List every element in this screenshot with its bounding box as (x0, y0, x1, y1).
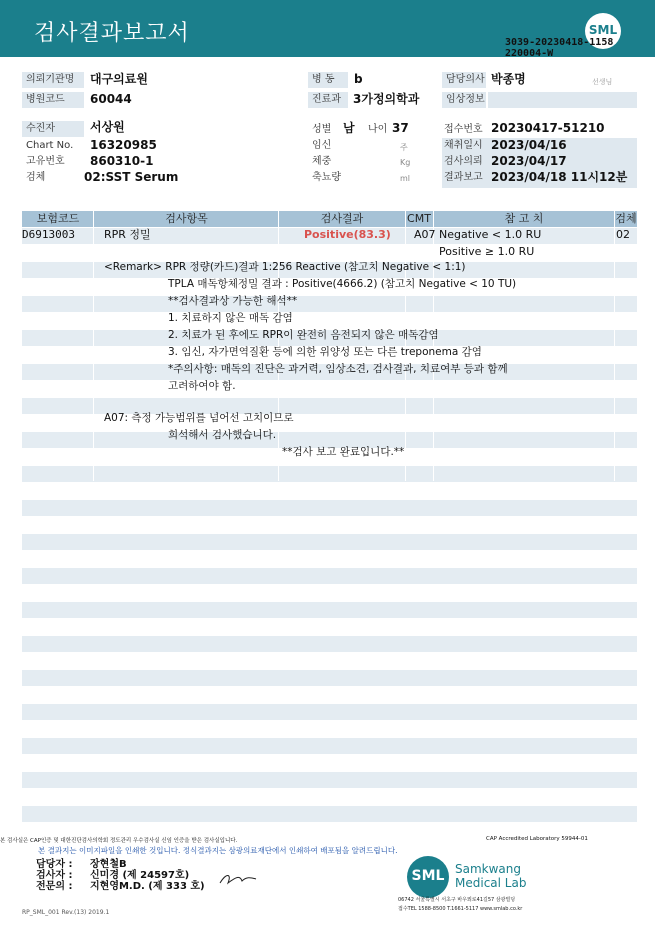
request-label: 검사의뢰 (444, 156, 483, 167)
remark-line: **검사 보고 완료입니다.** (282, 446, 405, 458)
sml-logo: SML (585, 13, 621, 49)
age-label: 나이 (368, 124, 388, 135)
remark-line: 1. 치료하지 않은 매독 감염 (168, 312, 293, 324)
table-row-band (22, 466, 637, 482)
weight-unit: Kg (400, 158, 411, 167)
reference-negative: Negative < 1.0 RU (439, 228, 542, 241)
sex-label: 성별 (312, 124, 332, 135)
doctor-value: 박종명 (491, 72, 526, 86)
hospital-value: 대구의료원 (90, 72, 148, 86)
request-value: 2023/04/17 (491, 154, 567, 168)
dept-label: 진료과 (308, 92, 348, 108)
manager-value: 장현철B (90, 859, 127, 870)
table-row-band (22, 738, 637, 754)
table-row-band (22, 636, 637, 652)
table-row-band (22, 568, 637, 584)
remark-line: *주의사항: 매독의 진단은 과거력, 임상소견, 검사결과, 치료여부 등과 함께 (168, 363, 508, 375)
chart-value: 16320985 (90, 138, 157, 152)
table-row-band (22, 500, 637, 516)
col-divider (93, 211, 94, 481)
certification-note: 본 검사실은 CAP인증 및 대한진단검사의학회 정도관리 우수검사실 신임 인증을 받은 검사실입니다. (0, 838, 238, 844)
remark-line: A07: 측정 가능범위를 넘어선 고치이므로 (104, 412, 294, 424)
revision-code: RP_SML_001 Rev.(13) 2019.1 (22, 909, 110, 916)
remark-line: <Remark> RPR 정량(카드)결과 1:256 Reactive (참고치 Negative < 1:1) (104, 261, 466, 273)
sex-value: 남 (343, 121, 355, 135)
table-row-band (22, 670, 637, 686)
print-notice: 본 결과지는 이미지파일을 인쇄한 것입니다. 정식결과지는 삼광의료재단에서 인쇄하여 배포됨을 알려드립니다. (38, 846, 398, 855)
table-row-band (22, 806, 637, 822)
remark-line: 3. 임신, 자가면역질환 등에 의한 위양성 또는 다른 treponema 감염 (168, 346, 482, 358)
clinical-value-box (488, 92, 637, 108)
report-title: 검사결과보고서 (34, 21, 190, 46)
test-result: Positive(83.3) (304, 228, 391, 241)
patient-label: 수진자 (22, 121, 84, 137)
collect-value: 2023/04/16 (491, 138, 567, 152)
specimen-label: 검체 (26, 172, 46, 183)
report-date-value: 2023/04/18 11시12분 (491, 170, 628, 184)
chart-label: Chart No. (26, 140, 74, 151)
tester-value: 신미경 (제 24597호) (90, 870, 190, 881)
remark-line: 2. 치료가 된 후에도 RPR이 완전히 음전되지 않은 매독감염 (168, 329, 439, 341)
ward-label: 병 동 (308, 72, 348, 88)
col-divider (614, 211, 615, 481)
remark-line: 고려하여야 함. (168, 380, 236, 392)
table-header (22, 211, 637, 227)
table-row-band (22, 772, 637, 788)
report-date-label: 결과보고 (444, 172, 483, 183)
unique-id-value: 860310-1 (90, 154, 154, 168)
pregnancy-label: 임신 (312, 140, 332, 151)
table-row-band (22, 704, 637, 720)
hospital-label: 의뢰기관명 (22, 72, 84, 88)
remark-line: 희석해서 검사했습니다. (168, 429, 277, 441)
hospital-code-label: 병원코드 (22, 92, 84, 108)
collect-label: 채취일시 (444, 140, 483, 151)
ward-value: b (354, 72, 363, 86)
remark-line: **검사결과상 가능한 해석** (168, 295, 298, 307)
urine-label: 축뇨량 (312, 172, 341, 183)
lab-phone: 접수TEL 1588-8500 T.1661-5117 www.smlab.co.kr (398, 906, 523, 912)
specialist-label: 전문의 : (36, 881, 73, 892)
manager-label: 담당자 : (36, 859, 73, 870)
col-item: 검사항목 (165, 212, 208, 225)
report-id: 3039-20230418-1158 220004-W (505, 37, 614, 59)
specialist-value: 지현영M.D. (제 333 호) (90, 881, 205, 892)
doctor-label: 담당의사 (442, 72, 486, 88)
pregnancy-unit: 주 (400, 143, 408, 152)
specimen-value: 02:SST Serum (84, 170, 179, 184)
reference-positive: Positive ≥ 1.0 RU (439, 245, 535, 258)
receipt-value: 20230417-51210 (491, 121, 605, 135)
table-row-band (22, 296, 637, 312)
doctor-suffix: 선생님 (592, 78, 613, 86)
col-ref: 참 고 치 (504, 212, 544, 225)
urine-unit: ml (400, 174, 411, 183)
signature-image (218, 871, 258, 887)
lab-address: 06742 서울특별시 서초구 바우뫼로41길57 삼광빌딩 (398, 897, 516, 903)
tester-label: 검사자 : (36, 870, 73, 881)
patient-value: 서상원 (90, 120, 125, 134)
insurance-code: D6913003 (22, 228, 75, 241)
table-row-band (22, 602, 637, 618)
test-item: RPR 정밀 (104, 228, 151, 241)
receipt-label: 접수번호 (444, 124, 483, 135)
unique-id-label: 고유번호 (26, 156, 65, 167)
hospital-code-value: 60044 (90, 92, 132, 106)
cmt-code: A07 (414, 228, 436, 241)
remark-line: TPLA 매독항체정밀 결과 : Positive(4666.2) (참고치 Negative < 10 TU) (168, 278, 517, 290)
col-code: 보험코드 (36, 212, 80, 225)
cap-note: CAP Accredited Laboratory 59944-01 (486, 836, 588, 842)
lab-name: Samkwang Medical Lab (455, 862, 527, 890)
col-cmt: CMT (407, 212, 431, 225)
table-row-band (22, 534, 637, 550)
clinical-label: 임상정보 (442, 92, 486, 108)
age-value: 37 (392, 121, 409, 135)
col-result: 검사결과 (320, 212, 364, 225)
weight-label: 체중 (312, 156, 332, 167)
sml-footer-logo: SML (407, 856, 449, 898)
specimen-code: 02 (616, 228, 630, 241)
col-specimen: 검체 (615, 212, 637, 225)
dept-value: 3가정의학과 (353, 92, 420, 106)
